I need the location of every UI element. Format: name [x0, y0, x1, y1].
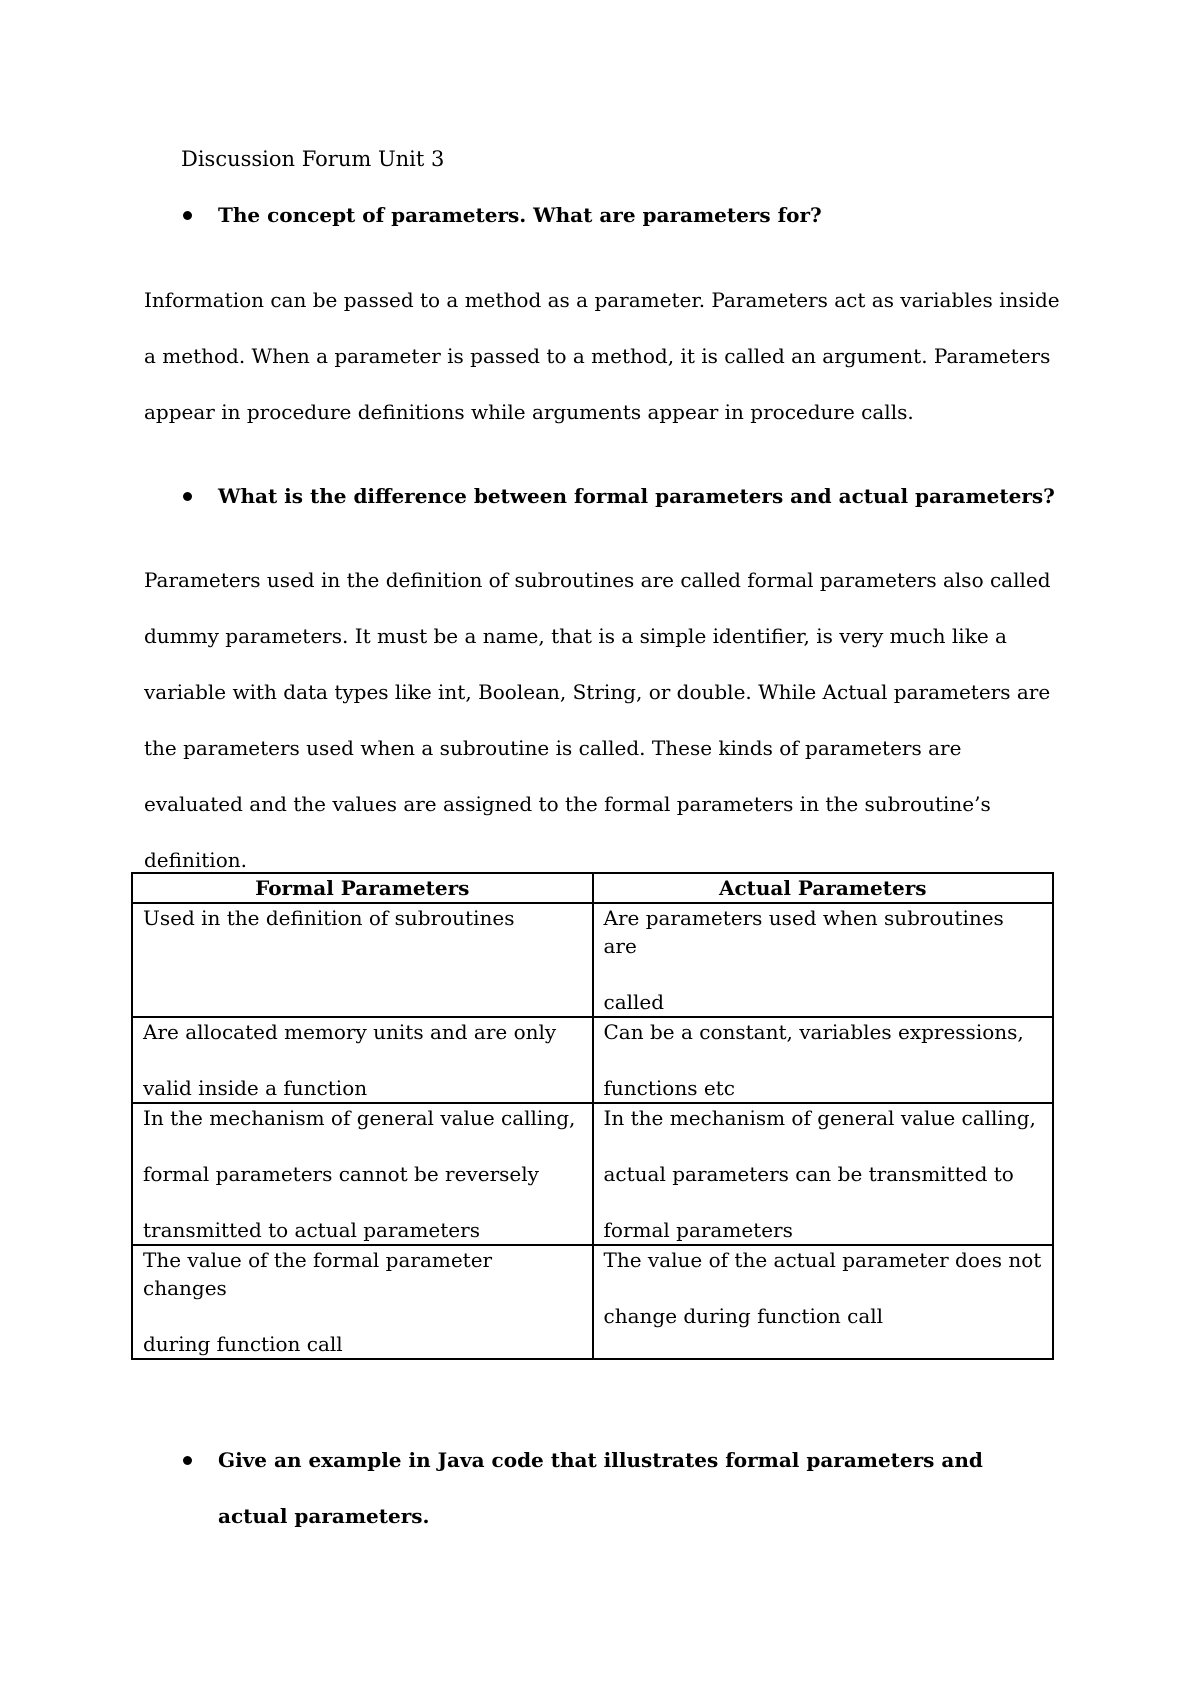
cell-text: actual parameters can be transmitted to — [603, 1162, 1014, 1186]
cell-text: valid inside a function — [143, 1076, 368, 1100]
cell-text: transmitted to actual parameters — [143, 1218, 480, 1242]
table-row — [132, 903, 1053, 1017]
table-cell-actual — [593, 1245, 1054, 1359]
section-paragraph: Information can be passed to a method as a parameter. Parameters act as variables inside a method. When a parameter is passed to a method, it is called an argument. Parameters appear in procedure definitions while arguments appear in procedure calls. — [144, 288, 1060, 424]
table-header-actual: Actual Parameters — [593, 873, 1054, 903]
cell-text: The value of the formal parameter changes — [143, 1248, 493, 1300]
document-title: Discussion Forum Unit 3 — [181, 147, 445, 171]
table-row — [132, 1245, 1053, 1359]
table-cell-formal — [132, 1245, 593, 1359]
cell-text: change during function call — [603, 1304, 884, 1328]
comparison-table — [131, 872, 1054, 1360]
cell-text: called — [603, 990, 665, 1014]
section-heading: The concept of parameters. What are parameters for? — [218, 203, 822, 227]
table-header-row — [132, 873, 1053, 903]
cell-text: Are parameters used when subroutines are — [603, 906, 1004, 958]
section-paragraph: Parameters used in the definition of subroutines are called formal parameters also called dummy parameters. It must be a name, that is a simple identifier, is very much like a variable with data types like int, Boolean, String, or double. While Actual parameters are the parameters used when a subroutine is called. These kinds of parameters are evaluated and the values are assigned to the formal parameters in the subroutine’s definition. — [144, 568, 1051, 872]
cell-text: The value of the actual parameter does not — [603, 1248, 1042, 1272]
table-cell-formal — [132, 1103, 593, 1245]
bullet-dot-icon — [183, 211, 192, 220]
cell-text: Are allocated memory units and are only — [143, 1020, 557, 1044]
table-header-formal: Formal Parameters — [132, 873, 593, 903]
section-heading: Give an example in Java code that illustrates formal parameters and actual parameters. — [218, 1448, 983, 1528]
table-cell-formal — [132, 903, 593, 1017]
table-row — [132, 1103, 1053, 1245]
cell-text: Used in the definition of subroutines — [143, 906, 515, 930]
table-cell-actual — [593, 1017, 1054, 1103]
bullet-dot-icon — [183, 1456, 192, 1465]
table-row — [132, 1017, 1053, 1103]
bullet-dot-icon — [183, 492, 192, 501]
section-heading: What is the difference between formal parameters and actual parameters? — [218, 484, 1055, 508]
cell-text: functions etc — [603, 1076, 735, 1100]
table-cell-actual — [593, 1103, 1054, 1245]
cell-text: In the mechanism of general value calling, — [603, 1106, 1036, 1130]
cell-text: during function call — [143, 1332, 343, 1356]
cell-text: Can be a constant, variables expressions, — [603, 1020, 1024, 1044]
cell-text: formal parameters cannot be reversely — [143, 1162, 539, 1186]
cell-text: In the mechanism of general value calling, — [143, 1106, 576, 1130]
cell-text: formal parameters — [603, 1218, 793, 1242]
table-cell-formal — [132, 1017, 593, 1103]
table-cell-actual — [593, 903, 1054, 1017]
